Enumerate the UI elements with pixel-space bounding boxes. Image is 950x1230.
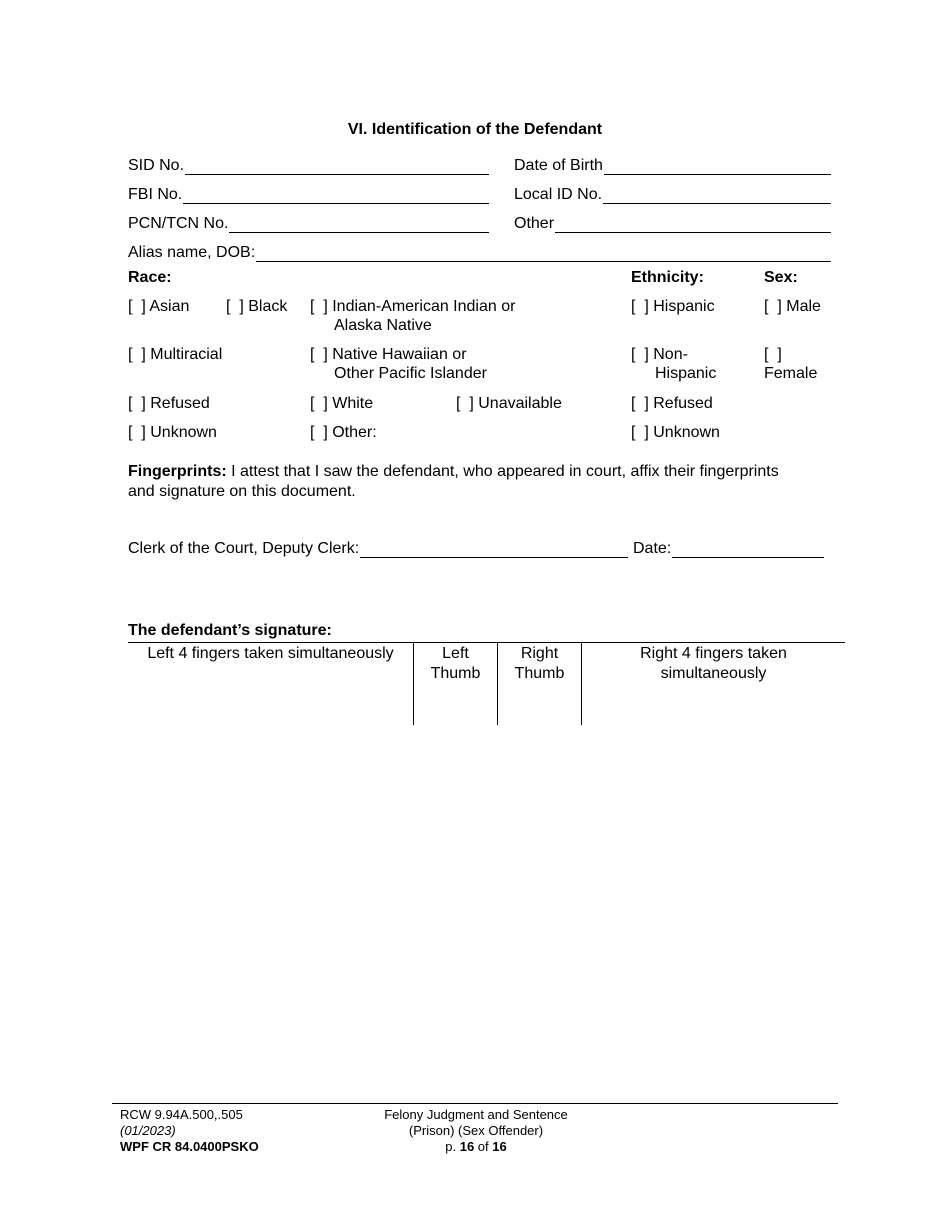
- race-asian-option[interactable]: [128, 297, 189, 317]
- option-label: Unavailable: [478, 395, 562, 412]
- race-indian-line2: Alaska Native: [334, 317, 432, 334]
- local-id-label: Local ID No.: [514, 186, 603, 203]
- page-of: of: [474, 1139, 493, 1154]
- sex-female-label: Female: [764, 365, 818, 382]
- race-white-option[interactable]: [310, 394, 373, 414]
- checkbox[interactable]: [ ]: [128, 298, 146, 315]
- footer-left: [120, 1107, 259, 1155]
- fingerprints-text-line1: I attest that I saw the defendant, who appeared in court, affix their fingerprints: [226, 463, 779, 480]
- checkbox[interactable]: [ ]: [128, 395, 146, 412]
- sid-no-line[interactable]: [185, 160, 489, 175]
- pcn-tcn-label: PCN/TCN No.: [128, 215, 229, 232]
- alias-dob-line[interactable]: [256, 247, 831, 262]
- local-id-field[interactable]: [514, 184, 831, 204]
- fingerprints-label: Fingerprints:: [128, 463, 227, 480]
- sid-no-label: SID No.: [128, 157, 185, 174]
- race-multiracial-option[interactable]: [128, 345, 222, 365]
- race-hawaiian-line2: Other Pacific Islander: [334, 365, 487, 382]
- other-id-label: Other: [514, 215, 555, 232]
- option-label: Refused: [653, 395, 713, 412]
- section-title: VI. Identification of the Defendant: [347, 121, 603, 138]
- option-label: Indian-American Indian or: [332, 298, 516, 315]
- fingerprints-statement: [128, 462, 779, 502]
- option-label: White: [332, 395, 374, 412]
- fingerprint-cell-left-thumb[interactable]: [414, 643, 497, 726]
- date-of-birth-line[interactable]: [604, 160, 831, 175]
- option-label: Multiracial: [150, 346, 223, 363]
- option-label: Male: [786, 298, 821, 315]
- checkbox[interactable]: [ ]: [128, 424, 146, 441]
- fingerprint-header: Thumb: [430, 665, 481, 682]
- clerk-date-field[interactable]: [633, 538, 824, 558]
- race-other-option[interactable]: [310, 423, 377, 443]
- clerk-field[interactable]: [128, 538, 628, 558]
- checkbox[interactable]: [ ]: [764, 346, 782, 363]
- fbi-no-label: FBI No.: [128, 186, 183, 203]
- fbi-no-line[interactable]: [183, 189, 489, 204]
- checkbox[interactable]: [ ]: [631, 346, 649, 363]
- race-unknown-option[interactable]: [128, 423, 217, 443]
- pcn-tcn-field[interactable]: [128, 213, 489, 233]
- race-unavailable-option[interactable]: [456, 394, 562, 414]
- option-label: Native Hawaiian or: [332, 346, 467, 363]
- option-label: Hispanic: [653, 298, 715, 315]
- race-heading: Race:: [128, 269, 172, 286]
- clerk-date-label: Date:: [633, 540, 672, 557]
- footer-date: (01/2023): [120, 1123, 176, 1138]
- sex-male-option[interactable]: [764, 297, 821, 317]
- checkbox[interactable]: [ ]: [310, 395, 328, 412]
- checkbox[interactable]: [ ]: [764, 298, 782, 315]
- race-black-option[interactable]: [226, 297, 287, 317]
- checkbox[interactable]: [ ]: [310, 298, 328, 315]
- date-of-birth-field[interactable]: [514, 155, 831, 175]
- option-label: Black: [248, 298, 288, 315]
- option-label: Asian: [149, 298, 190, 315]
- checkbox[interactable]: [ ]: [310, 424, 328, 441]
- page-prefix: p.: [445, 1139, 460, 1154]
- ethnicity-non-hispanic-line2: Hispanic: [655, 365, 717, 382]
- clerk-label: Clerk of the Court, Deputy Clerk:: [128, 540, 360, 557]
- fingerprint-header: Left: [442, 645, 469, 662]
- checkbox[interactable]: [ ]: [631, 298, 649, 315]
- checkbox[interactable]: [ ]: [631, 395, 649, 412]
- fingerprint-header: simultaneously: [660, 665, 767, 682]
- fingerprint-cell-right-thumb[interactable]: [498, 643, 581, 726]
- footer-rcw: RCW 9.94A.500,.505: [120, 1107, 243, 1122]
- clerk-line[interactable]: [360, 543, 628, 558]
- alias-dob-field[interactable]: [128, 242, 831, 262]
- ethnicity-heading: Ethnicity:: [631, 269, 704, 286]
- fingerprint-header: Right: [520, 645, 559, 662]
- race-hawaiian-option[interactable]: [310, 345, 467, 365]
- race-indian-option[interactable]: [310, 297, 515, 317]
- fingerprint-header: Left 4 fingers taken simultaneously: [147, 645, 394, 662]
- fingerprints-text-line2: and signature on this document.: [128, 483, 356, 500]
- fbi-no-field[interactable]: [128, 184, 489, 204]
- footer-title-line1: Felony Judgment and Sentence: [384, 1107, 568, 1122]
- defendant-signature-label: The defendant’s signature:: [128, 622, 332, 639]
- pcn-tcn-line[interactable]: [229, 218, 489, 233]
- fingerprint-header: Thumb: [514, 665, 565, 682]
- page-total: 16: [492, 1139, 507, 1154]
- option-label: Other:: [332, 424, 377, 441]
- footer-form-id: WPF CR 84.0400PSKO: [120, 1139, 259, 1154]
- ethnicity-non-hispanic-option[interactable]: [631, 345, 688, 365]
- page-current: 16: [459, 1139, 475, 1154]
- checkbox[interactable]: [ ]: [456, 395, 474, 412]
- option-label: Unknown: [653, 424, 720, 441]
- other-id-field[interactable]: [514, 213, 831, 233]
- checkbox[interactable]: [ ]: [310, 346, 328, 363]
- clerk-date-line[interactable]: [672, 543, 824, 558]
- other-id-line[interactable]: [555, 218, 831, 233]
- ethnicity-hispanic-option[interactable]: [631, 297, 715, 317]
- checkbox[interactable]: [ ]: [128, 346, 146, 363]
- fingerprint-cell-right-four[interactable]: [582, 643, 845, 726]
- race-refused-option[interactable]: [128, 394, 210, 414]
- local-id-line[interactable]: [603, 189, 831, 204]
- fingerprint-header: Right 4 fingers taken: [640, 645, 787, 662]
- footer-center: [326, 1107, 626, 1155]
- alias-dob-label: Alias name, DOB:: [128, 244, 256, 261]
- option-label: Non-: [653, 346, 688, 363]
- footer-title-line2: (Prison) (Sex Offender): [408, 1123, 544, 1138]
- ethnicity-refused-option[interactable]: [631, 394, 713, 414]
- sex-female-option[interactable]: [764, 345, 782, 365]
- footer-divider: [112, 1103, 838, 1104]
- date-of-birth-label: Date of Birth: [514, 157, 603, 174]
- option-label: Refused: [150, 395, 210, 412]
- option-label: Unknown: [150, 424, 217, 441]
- checkbox[interactable]: [ ]: [631, 424, 649, 441]
- ethnicity-unknown-option[interactable]: [631, 423, 720, 443]
- checkbox[interactable]: [ ]: [226, 298, 244, 315]
- sid-no-field[interactable]: [128, 155, 489, 175]
- sex-heading: Sex:: [764, 269, 798, 286]
- footer-page-number: [326, 1139, 626, 1155]
- fingerprint-cell-left-four[interactable]: [128, 643, 413, 726]
- fingerprint-table: [128, 642, 845, 726]
